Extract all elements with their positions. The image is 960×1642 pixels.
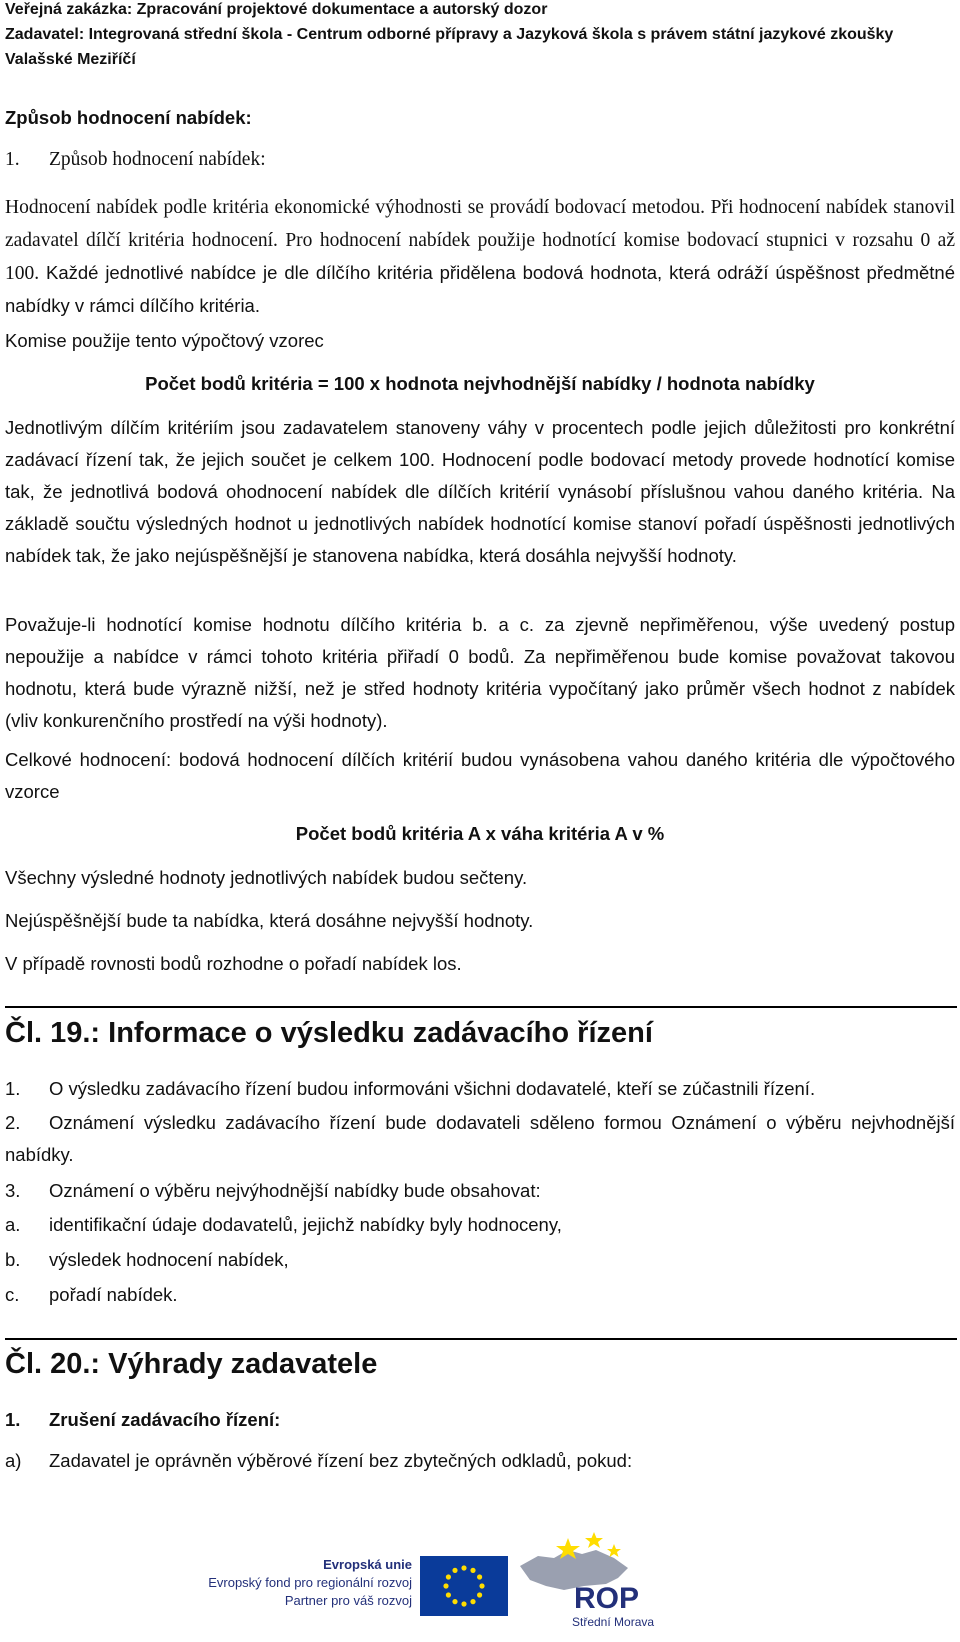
article-19-title: Čl. 19.: Informace o výsledku zadávacího řízení: [5, 1017, 653, 1049]
article-19-item-3: [5, 1175, 955, 1207]
eu-flag-icon: [420, 1556, 508, 1616]
article-20-title: Čl. 20.: Výhrady zadavatele: [5, 1348, 378, 1380]
item-text: Oznámení o výběru nejvýhodnější nabídky bude obsahovat:: [49, 1180, 541, 1201]
article-20-subheading: [5, 1404, 955, 1436]
header-line-1: Veřejná zakázka: Zpracování projektové dokumentace a autorský dozor: [5, 1, 548, 18]
eu-tagline: Partner pro váš rozvoj: [284, 1593, 412, 1608]
item-text: Zrušení zadávacího řízení:: [49, 1409, 281, 1430]
eu-title: Evropská unie: [323, 1557, 412, 1572]
evaluation-heading: Způsob hodnocení nabídek:: [5, 107, 252, 128]
evaluation-paragraph-7: V případě rovnosti bodů rozhodne o pořadí nabídek los.: [5, 953, 462, 974]
rop-region: Střední Morava: [572, 1615, 655, 1629]
formula-1: Počet bodů kritéria = 100 x hodnota nejvhodnější nabídky / hodnota nabídky: [145, 373, 815, 394]
header-line-3: Valašské Meziříčí: [5, 51, 136, 68]
item-number: a.: [5, 1214, 21, 1235]
evaluation-paragraph-2: Jednotlivým dílčím kritériím jsou zadavatelem stanoveny váhy v procentech podle jejich důležitosti pro konkrétní zadávací řízení tak, že jejich součet je celkem 100. Hodnocení podle bodovací metody provede hodnotící komise tak, že jednotlivá bodová ohodnocení nabídek dle dílčích kritérií vynásobí příslušnou vahou daného kritéria. Na základě součtu výsledných hodnot u jednotlivých nabídek hodnotící komise stanoví pořadí úspěšnosti jednotlivých nabídek tak, že jako nejúspěšnější je stanovena nabídka, která dosáhla nejvyšší hodnoty.: [5, 417, 955, 566]
item-text: O výsledku zadávacího řízení budou informováni všichni dodavatelé, kteří se zúčastnili řízení.: [49, 1078, 816, 1099]
item-text: Zadavatel je oprávněn výběrové řízení bez zbytečných odkladů, pokud:: [49, 1450, 633, 1471]
article-20-item-a: [5, 1445, 955, 1477]
article-19-item-a: [5, 1209, 955, 1241]
paragraph-1-tail: Každé jednotlivé nabídce je dle dílčího kritéria přidělena bodová hodnota, která odráží úspěšnost předmětné nabídky v rámci dílčího kritéria.: [5, 262, 955, 316]
eu-fund-name: Evropský fond pro regionální rozvoj: [208, 1575, 412, 1590]
formula-intro: Komise použije tento výpočtový vzorec: [5, 330, 324, 351]
item-number: 1.: [5, 1078, 21, 1099]
item-number: a): [5, 1450, 22, 1471]
item-number: 2.: [5, 1112, 21, 1133]
paragraph-1-lead: Hodnocení nabídek podle kritéria ekonomické výhodnosti se provádí bodovací metodou. Při hodnocení nabídek stanovil zadavatel dílčí kritéria hodnocení. Pro hodnocení nabídek použije hodnotící komise bodovací stupnici v rozsahu 0 až 100.: [5, 197, 955, 284]
item-number: c.: [5, 1284, 20, 1305]
evaluation-paragraph-4: Celkové hodnocení: bodová hodnocení dílčích kritérií budou vynásobena vahou daného kritéria dle výpočtového vzorce: [5, 749, 955, 802]
item-text: výsledek hodnocení nabídek,: [49, 1249, 289, 1270]
article-19-item-c: [5, 1279, 955, 1311]
item-text: pořadí nabídek.: [49, 1284, 178, 1305]
item-text: identifikační údaje dodavatelů, jejichž nabídky byly hodnoceny,: [49, 1214, 562, 1235]
article-19-item-2: [5, 1107, 955, 1171]
evaluation-item-1: [5, 144, 955, 176]
evaluation-paragraph-5: Všechny výsledné hodnoty jednotlivých nabídek budou sečteny.: [5, 867, 528, 888]
evaluation-paragraph-1: [5, 191, 955, 322]
section-divider: [5, 1338, 957, 1340]
rop-wordmark: ROP: [574, 1582, 640, 1614]
item-number: b.: [5, 1249, 21, 1270]
eu-text-block: [190, 1556, 412, 1610]
evaluation-paragraph-6: Nejúspěšnější bude ta nabídka, která dosáhne nejvyšší hodnoty.: [5, 910, 534, 931]
header-line-2: Zadavatel: Integrovaná střední škola - Centrum odborné přípravy a Jazyková škola s právem státní jazykové zkoušky: [5, 26, 894, 43]
formula-2: Počet bodů kritéria A x váha kritéria A v %: [295, 823, 665, 844]
rop-map-logo-icon: [510, 1528, 670, 1614]
evaluation-paragraph-3: Považuje-li hodnotící komise hodnotu dílčího kritéria b. a c. za zjevně nepřiměřenou, výše uvedený postup nepoužije a nabídce v rámci tohoto kritéria přiřadí 0 bodů. Za nepřiměřenou bude komise považovat takovou hodnotu, která bude výrazně nižší, než je střed hodnoty kritéria vypočítaný jako průměr všech hodnot z nabídek (vliv konkurenčního prostředí na výši hodnoty).: [5, 614, 955, 731]
item-text: Způsob hodnocení nabídek:: [49, 149, 266, 170]
item-number: 1.: [5, 1409, 21, 1430]
item-text: Oznámení výsledku zadávacího řízení bude dodavateli sděleno formou Oznámení o výběru nejvhodnější nabídky.: [5, 1112, 955, 1165]
article-19-item-b: [5, 1244, 955, 1276]
item-number: 1.: [5, 149, 20, 170]
item-number: 3.: [5, 1180, 21, 1201]
article-19-item-1: [5, 1073, 955, 1105]
section-divider: [5, 1006, 957, 1008]
